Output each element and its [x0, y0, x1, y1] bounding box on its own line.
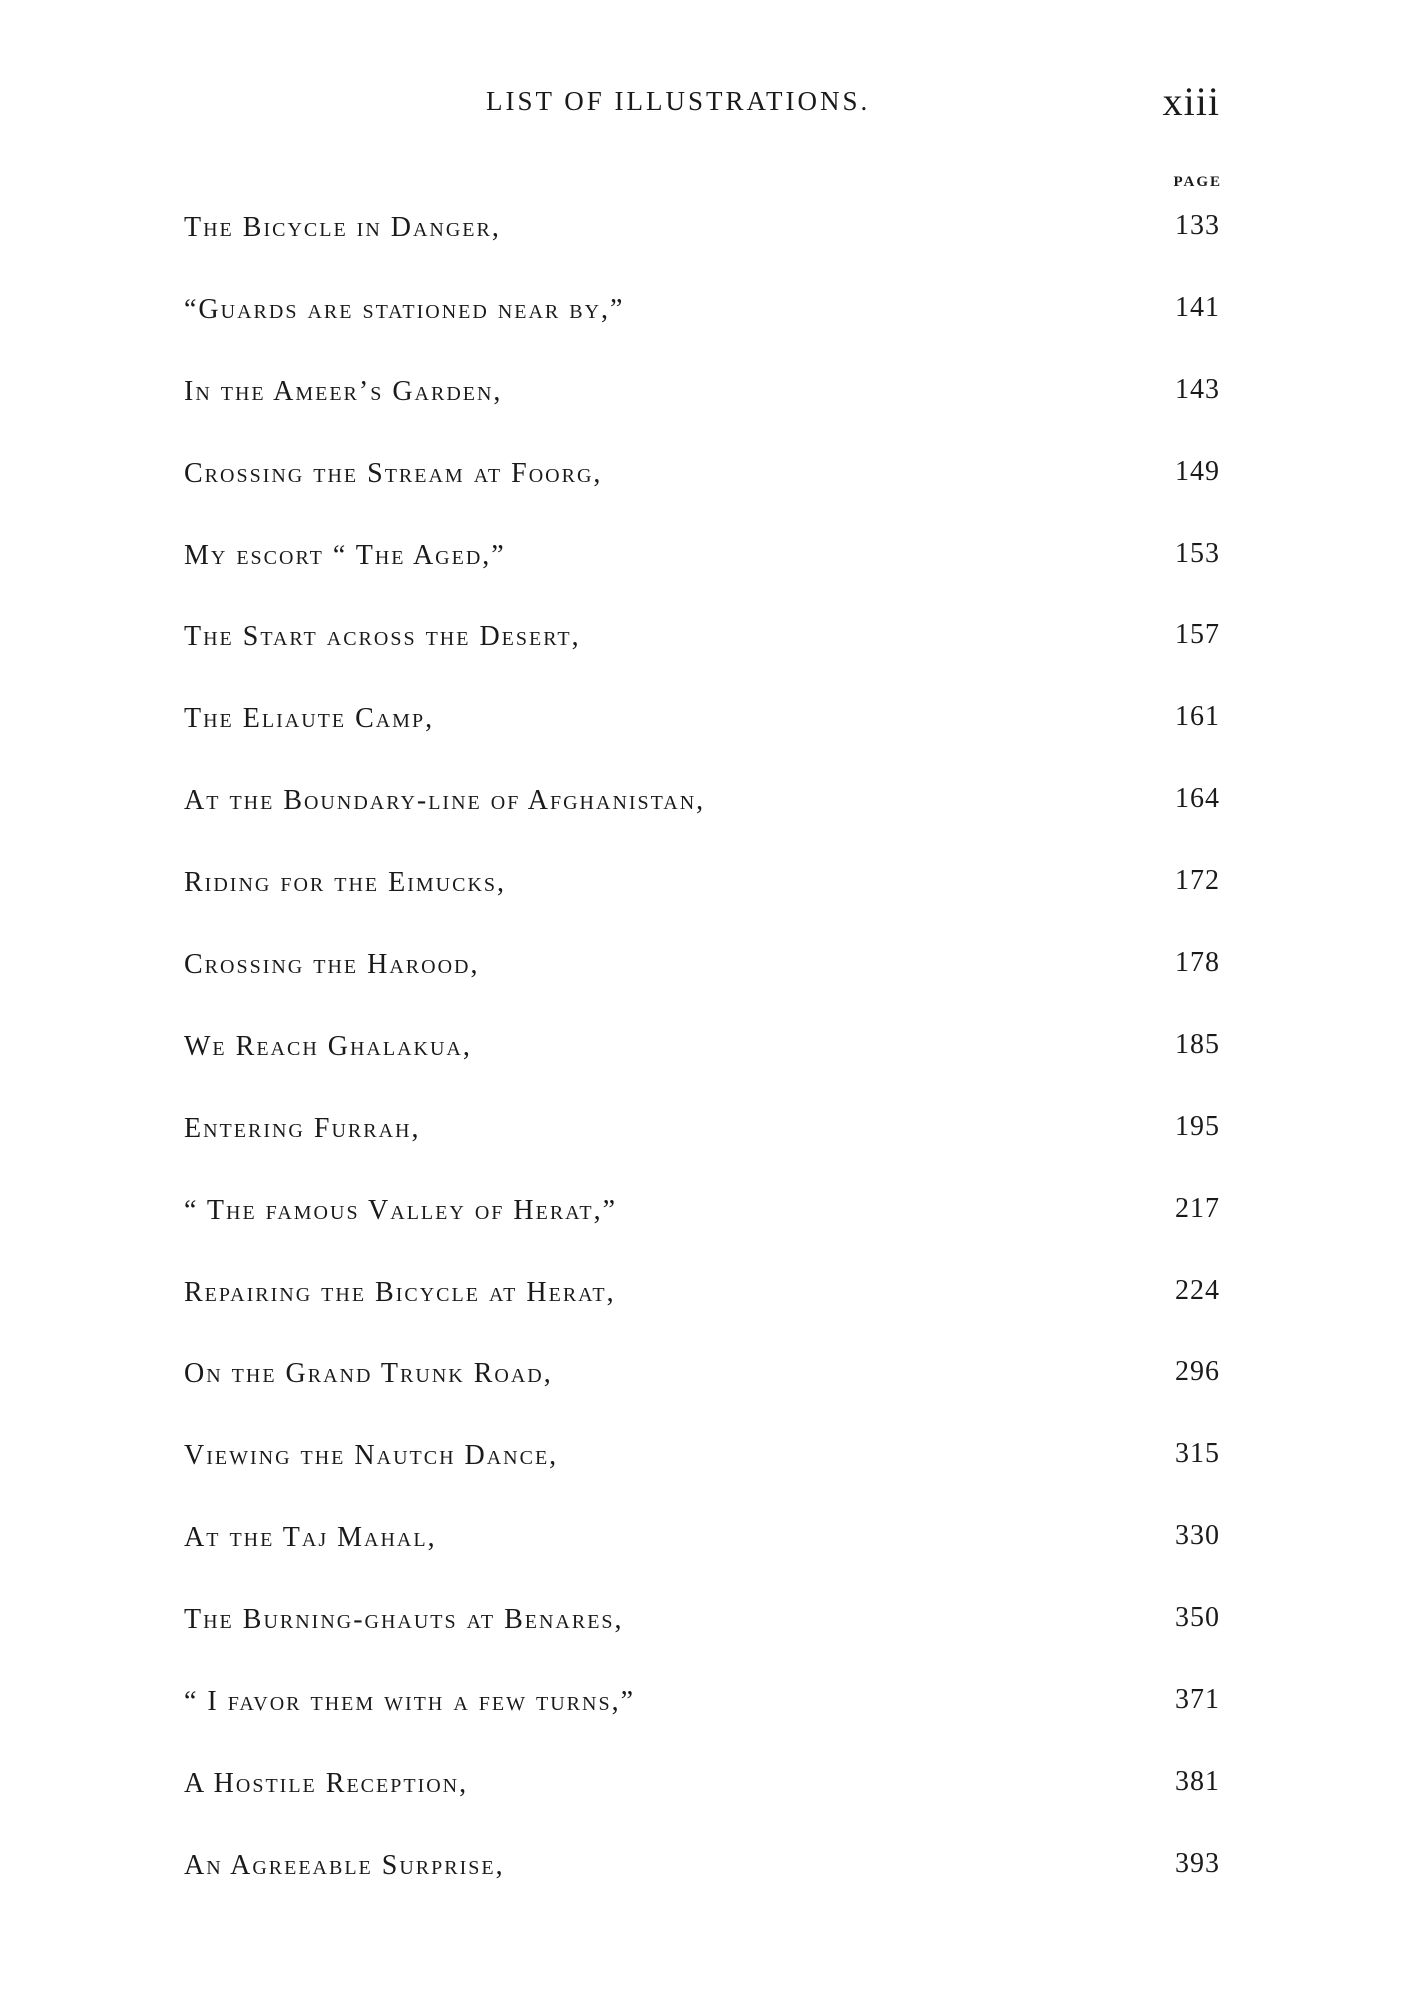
- illustration-page-number: 164: [1175, 783, 1220, 815]
- illustration-title: The Burning-ghauts at Benares,: [184, 1604, 624, 1636]
- illustration-page-number: 133: [1175, 210, 1220, 241]
- illustration-page-number: 393: [1175, 1847, 1220, 1879]
- list-item: [184, 863, 1224, 945]
- list-item: [184, 1682, 1224, 1764]
- list-item: [184, 1109, 1224, 1191]
- list-item: [184, 208, 1224, 290]
- illustration-title: At the Taj Mahal,: [184, 1522, 437, 1554]
- illustration-page-number: 224: [1175, 1274, 1220, 1306]
- illustration-title: At the Boundary-line of Afghanistan,: [184, 785, 706, 817]
- illustration-page-number: 217: [1175, 1192, 1220, 1224]
- illustration-title: The Bicycle in Danger,: [184, 212, 501, 243]
- illustration-title: An Agreeable Surprise,: [184, 1849, 505, 1881]
- illustration-title: On the Grand Trunk Road,: [184, 1358, 553, 1390]
- illustration-title: “ I favor them with a few turns,”: [184, 1686, 635, 1718]
- illustration-page-number: 161: [1175, 701, 1220, 733]
- list-item: [184, 1436, 1224, 1518]
- illustration-title: The Eliaute Camp,: [184, 703, 435, 735]
- running-title: LIST OF ILLUSTRATIONS.: [486, 86, 871, 116]
- illustration-title: The Start across the Desert,: [184, 621, 581, 653]
- illustration-page-number: 381: [1175, 1765, 1220, 1797]
- list-item: [184, 372, 1224, 454]
- running-head: [0, 78, 1404, 128]
- illustration-page-number: 143: [1175, 373, 1220, 405]
- illustration-title: Riding for the Eimucks,: [184, 867, 507, 899]
- illustration-title: Entering Furrah,: [184, 1112, 421, 1144]
- list-item: [184, 781, 1224, 863]
- illustration-page-number: 371: [1175, 1684, 1220, 1716]
- list-item: [184, 617, 1224, 699]
- illustration-title: My escort “ The Aged,”: [184, 539, 506, 571]
- list-item: [184, 1600, 1224, 1682]
- list-item: [184, 699, 1224, 781]
- list-item: [184, 536, 1224, 618]
- illustration-page-number: 185: [1175, 1028, 1220, 1060]
- list-item: [184, 1518, 1224, 1600]
- list-item: [184, 1191, 1224, 1273]
- illustration-title: Viewing the Nautch Dance,: [184, 1440, 559, 1472]
- illustration-page-number: 195: [1175, 1110, 1220, 1142]
- illustration-page-number: 172: [1175, 865, 1220, 897]
- illustration-title: Repairing the Bicycle at Herat,: [184, 1276, 616, 1308]
- illustration-title: Crossing the Harood,: [184, 949, 480, 981]
- illustration-page-number: 315: [1175, 1438, 1220, 1470]
- illustration-page-number: 141: [1175, 291, 1220, 323]
- list-item: [184, 1846, 1224, 1928]
- illustration-title: In the Ameer’s Garden,: [184, 375, 503, 407]
- illustration-title: “ The famous Valley of Herat,”: [184, 1194, 618, 1226]
- illustration-title: A Hostile Reception,: [184, 1767, 469, 1799]
- list-item: [184, 1273, 1224, 1355]
- illustration-page-number: 157: [1175, 619, 1220, 651]
- list-item: [184, 1764, 1224, 1846]
- illustration-page-number: 296: [1175, 1356, 1220, 1388]
- illustration-page-number: 178: [1175, 947, 1220, 979]
- illustration-page-number: 350: [1175, 1602, 1220, 1634]
- list-item: [184, 290, 1224, 372]
- illustration-title: “Guards are stationed near by,”: [184, 293, 625, 325]
- illustrations-list: [184, 208, 1224, 1928]
- page-column-label: PAGE: [1173, 174, 1222, 190]
- illustration-title: Crossing the Stream at Foorg,: [184, 457, 603, 489]
- list-item: [184, 454, 1224, 536]
- list-item: [184, 1354, 1224, 1436]
- illustration-page-number: 149: [1175, 455, 1220, 487]
- list-item: [184, 1027, 1224, 1109]
- illustration-page-number: 153: [1175, 537, 1220, 569]
- page-number: xiii: [1162, 79, 1220, 124]
- list-item: [184, 945, 1224, 1027]
- illustration-page-number: 330: [1175, 1520, 1220, 1552]
- illustration-title: We Reach Ghalakua,: [184, 1030, 472, 1062]
